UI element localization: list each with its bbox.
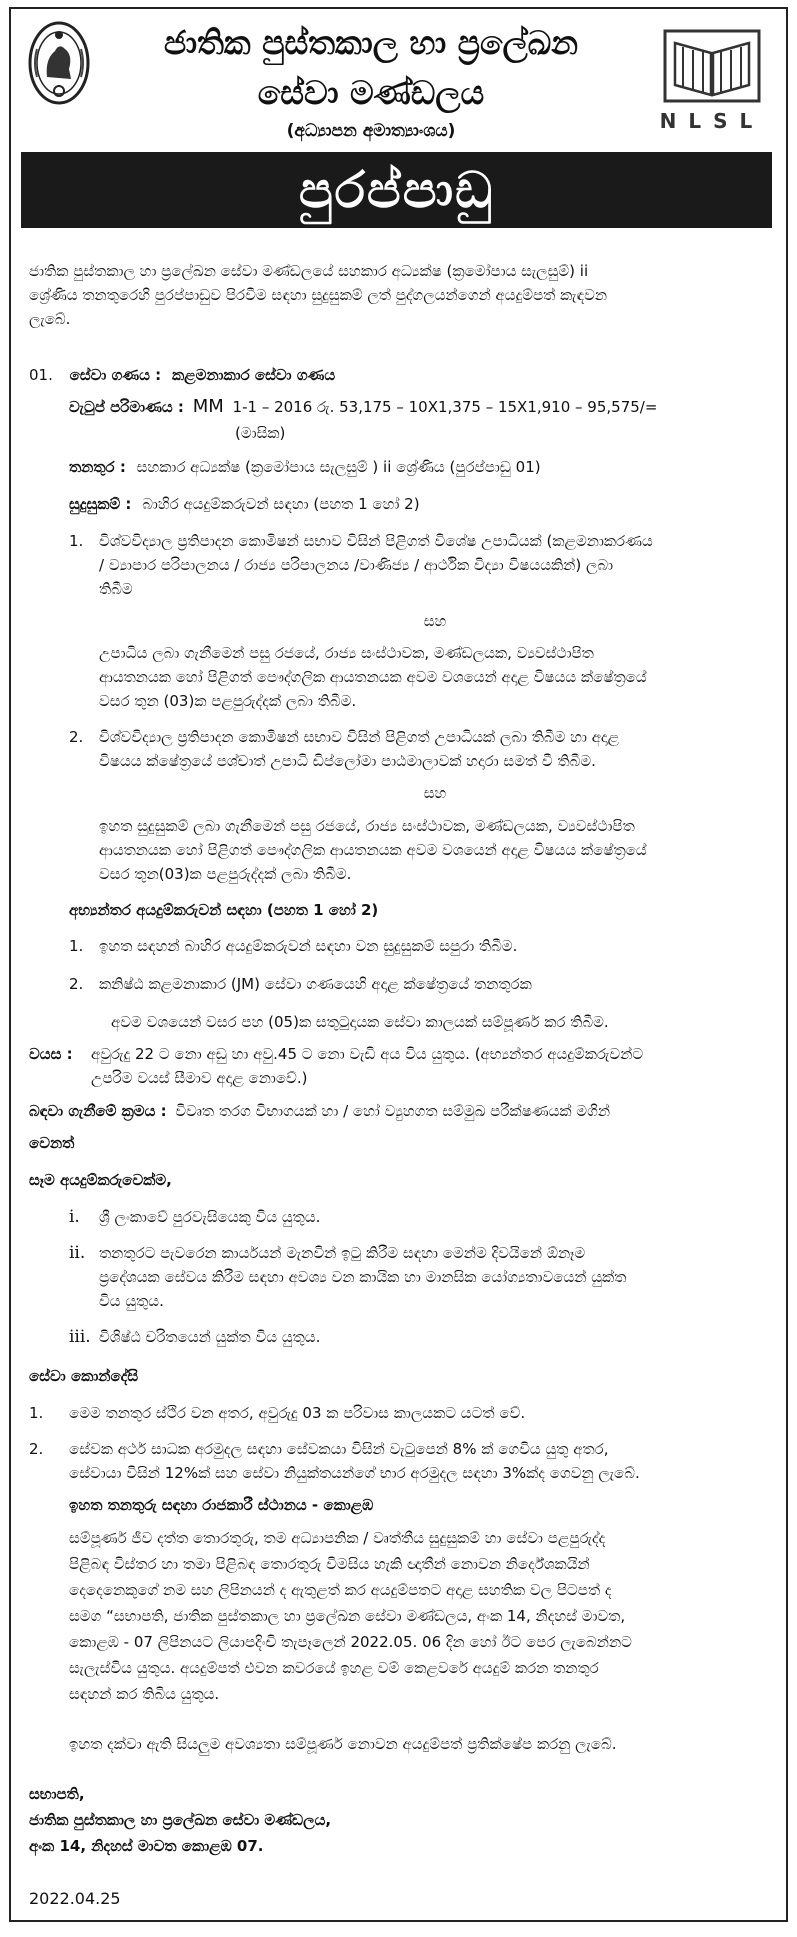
instruction-line: සම්පූර්ණ ජීව දත්ත තොරතුරු, තම අධ්‍යාපනික / වෘත්තීය සුදුසුකම් හා සේවා පළපුරුද්ද	[69, 1529, 606, 1547]
condition-item: මෙම තනතුර ස්ථිර වන අතර, අවුරුදු 03 ක පරිවාස කාලයකට යටත් වේ.	[69, 1404, 526, 1422]
duty-station-heading: ඉහත තනතුරු සඳහා රාජකාරී ස්ථානය - කොළඹ	[69, 1496, 374, 1514]
list-item-line: අවම වශයෙන් වසර පහ (05)ක සතුටුදායක සේවා කාලයක් සම්පූර්ණ කර තිබීම.	[111, 1013, 609, 1031]
instruction-line: සැලැස්විය යුතුය. අයදුම්පත් එවන කවරයේ ඉහළ වම් කෙළවරේ අයදුම් කරන තනතුර	[69, 1659, 599, 1677]
list-item	[99, 725, 771, 773]
list-number: 2.	[69, 728, 84, 746]
post-label: තනතුර :	[69, 458, 126, 476]
application-instructions	[69, 1525, 769, 1707]
list-item-line: / ව්‍යාපාර පරිපාලනය / රාජ්‍ය පරිපාලනය /වාණිජ්‍ය / ආර්ථික විද්‍යා විෂයයකින්) ලබා	[99, 556, 614, 574]
intro-line: ලැබේ.	[29, 310, 71, 328]
service-group-row	[29, 363, 769, 387]
age-label: වයස :	[29, 1045, 73, 1063]
signature-block	[29, 1781, 729, 1859]
roman-item-line: ප්‍රදේශයක සේවය කිරීම සඳහා අවශ්‍ය වන කායික හා මානසික යෝග්‍යතාවයෙන් යුක්ත	[99, 1268, 627, 1286]
roman-number: i.	[69, 1207, 80, 1227]
list-item-line: වසර තුන (03)ක පළපුරුද්දක් ලබා තිබීම.	[99, 692, 357, 710]
instruction-line: සඳහන් කර තිබිය යුතුය.	[69, 1685, 220, 1703]
list-item-line: විෂයය ක්ෂේත්‍රයේ පශ්චාත් උපාධි ඩිප්ලෝමා පාඨමාලාවක් හදාරා සමත් වී තිබීම.	[99, 752, 596, 770]
section-number: 01.	[29, 366, 53, 384]
org-subtitle: (අධ්‍යාපන අමාත්‍යාංශය)	[286, 121, 456, 141]
list-item-line: විශ්වවිද්‍යාල ප්‍රතිපාදන කොමිෂන් සභාව විසින් පිළිගත් උපාධියක් ලබා තිබීම හා අදාළ	[99, 728, 620, 746]
notice-date: 2022.04.25	[29, 1889, 121, 1908]
list-number: 1.	[29, 1404, 44, 1422]
list-item-line: කනිෂ්ඨ කළමනාකාර (JM) සේවා ගණයෙහි අදාළ ක්ෂේත්‍රයේ තනතුරක	[99, 975, 532, 993]
instruction-line: පිළිබඳ විස්තර හා තමා පිළිබඳ තොරතුරු විමසිය හැකි ඥාතීන් නොවන නිර්දේශකයින්	[69, 1555, 590, 1573]
post-value: සහකාර අධ්‍යක්ෂ (ක්‍රමෝපාය සැලසුම් ) ii ශ්‍රේණිය (පුරප්පාඩු 01)	[136, 458, 541, 476]
nlsl-logo	[653, 25, 771, 133]
list-item	[99, 814, 771, 886]
salary-value: 1-1 – 2016 රු. 53,175 – 10X1,375 – 15X1,910 – 95,575/=	[232, 398, 658, 416]
list-item: ඉහත සඳහන් බාහිර අයදුම්කරුවන් සඳහා වන සුදුසුකම් සපුරා තිබීම.	[99, 937, 518, 955]
recruitment-row	[29, 1099, 771, 1123]
internal-heading: අභ්‍යන්තර අයදුම්කරුවන් සඳහා (පහත 1 හෝ 2)	[69, 901, 379, 919]
roman-item	[99, 1241, 771, 1313]
list-item	[99, 529, 771, 601]
and-separator: සහ	[423, 784, 447, 802]
roman-item: විශිෂ්ඨ චරිතයෙන් යුක්ත විය යුතුය.	[99, 1328, 321, 1346]
roman-item-line: විය යුතුය.	[99, 1292, 164, 1310]
service-group-value: කළමනාකාර සේවා ගණය	[171, 366, 336, 384]
condition-line: සේවායා විසින් 12%ක් සහ සේවා නියුක්තයන්ගේ භාර අරමුදල සඳහා 3%ක්ද ගෙවනු ලැබේ.	[69, 1464, 640, 1482]
instruction-line: සමග “සභාපති, ජාතික පුස්තකාල හා ප්‍රලේඛන සේවා මණ්ඩලය, අංක 14, නිදහස් මාවත,	[69, 1607, 626, 1625]
logo-text: NLSL	[659, 109, 765, 133]
conditions-heading: සේවා කොන්දේසි	[29, 1367, 139, 1385]
instruction-line: කොළඹ - 07 ලිපිනයට ලියාපදිංචි තැපෑලෙන් 2022.05. 06 දින හෝ ඊට පෙර ලැබෙන්නට	[69, 1633, 632, 1651]
list-item-line: වසර තුන(03)ක පළපුරුද්දක් ලබා තිබීම.	[99, 865, 352, 883]
recruitment-value: විවෘත තරග විභාගයක් හා / හෝ ව්‍යුහගත සම්මුඛ පරීක්ෂණයක් මගින්	[175, 1102, 610, 1120]
salary-note: (මාසික)	[235, 424, 286, 442]
salary-row	[69, 395, 769, 419]
service-group-label: සේවා ගණය :	[69, 366, 162, 384]
age-line: උපරිම වයස් සීමාව අදාළ නොවේ.)	[91, 1069, 308, 1087]
every-applicant-heading: සෑම අයදුම්කරුවෙක්ම,	[29, 1171, 172, 1189]
qualifications-value: බාහිර අයදුම්කරුවන් සඳහා (පහත 1 හෝ 2)	[142, 495, 420, 513]
age-line: අවුරුදු 22 ට නො අඩු හා අවු.45 ට නො වැඩි අය විය යුතුය. (අභ්‍යන්තර අයදුම්කරුවන්ට	[91, 1045, 644, 1063]
signature-line: ජාතික පුස්තකාල හා ප්‍රලේඛන සේවා මණ්ඩලය,	[29, 1811, 332, 1829]
recruitment-label: බඳවා ගැනීමේ ක්‍රමය :	[29, 1102, 167, 1120]
intro-line: ශ්‍රේණිය තනතුරෙහි පුරප්පාඩුව පිරවීම සඳහා සුදුසුකම් ලත් පුද්ගලයන්ගෙන් අයදුම්පත් කැඳවන	[29, 286, 608, 304]
list-item-line: ඉහත සුදුසුකම් ලබා ගැනීමෙන් පසු රජයේ, රාජ්‍ය සංස්ථාවක, මණ්ඩලයක, ව්‍යවස්ථාපිත	[99, 817, 635, 835]
org-title-line2: සේවා මණ්ඩලය	[257, 73, 485, 112]
org-title-line1: ජාතික පුස්තකාල හා ප්‍රලේඛන	[163, 23, 579, 62]
roman-item: ශ්‍රී ලංකාවේ පුරවැසියෙකු විය යුතුය.	[99, 1208, 321, 1226]
age-text	[91, 1042, 771, 1090]
list-number: 1.	[69, 937, 84, 955]
other-heading: වෙනත්	[29, 1134, 75, 1152]
list-number: 2.	[29, 1440, 44, 1458]
government-emblem	[27, 19, 91, 107]
list-item-line: විශ්වවිද්‍යාල ප්‍රතිපාදන කොමිෂන් සභාව විසින් පිළිගත් විශේෂ උපාධියක් (කළමනාකරණය	[99, 532, 653, 550]
roman-number: ii.	[69, 1243, 86, 1263]
vacancy-notice	[9, 7, 788, 1922]
signature-line: අංක 14, නිදහස් මාවත කොළඹ 07.	[29, 1837, 264, 1855]
book-icon	[653, 25, 771, 105]
list-item-line: ආයතනයක හෝ පිළිගත් පෞද්ගලික ආයතනයක අවම වශයෙන් අදාළ විෂයය ක්ෂේත්‍රයේ	[99, 841, 647, 859]
intro-paragraph	[29, 259, 769, 331]
roman-item-line: තනතුරට පැවරෙන කාර්යයන් මැනවින් ඉටු කිරීම සඳහා මෙන්ම දිවයිනේ ඕනෑම	[99, 1244, 586, 1262]
condition-item	[69, 1437, 769, 1485]
list-item-line: තිබීම	[99, 580, 133, 598]
instruction-line: දෙදෙනෙකුගේ නම සහ ලිපිනයන් ද ඇතුළත් කර අයදුම්පතට අදාළ සහතික වල පිටපත් ද	[69, 1581, 612, 1599]
roman-number: iii.	[69, 1327, 91, 1347]
rejection-notice: ඉහත දක්වා ඇති සියලුම අවශ්‍යතා සම්පූර්ණ නොවන අයදුම්පත් ප්‍රතික්ෂේප කරනු ලැබේ.	[69, 1735, 617, 1753]
list-item-line: ආයතනයක හෝ පිළිගත් පෞද්ගලික ආයතනයක අවම වශයෙන් අදාළ විෂයය ක්ෂේත්‍රයේ	[99, 668, 647, 686]
qualifications-label: සුදුසුකම් :	[69, 495, 132, 513]
list-item-line: උපාධිය ලබා ගැනීමෙන් පසු රජයේ, රාජ්‍ය සංස්ථාවක, මණ්ඩලයක, ව්‍යවස්ථාපිත	[99, 644, 594, 662]
vacancies-banner: පුරප්පාඩු	[21, 152, 772, 228]
intro-line: ජාතික පුස්තකාල හා ප්‍රලේඛන සේවා මණ්ඩලයේ සහකාර අධ්‍යක්ෂ (ක්‍රමෝපාය සැලසුම්) ii	[29, 262, 589, 280]
signature-line: සභාපති,	[29, 1785, 85, 1803]
and-separator: සහ	[423, 612, 447, 630]
salary-code: MM	[192, 396, 224, 417]
list-number: 1.	[69, 532, 84, 550]
post-row	[69, 455, 769, 479]
salary-label: වැටුප් පරිමාණය :	[69, 398, 184, 416]
condition-line: සේවක අර්ථ සාධක අරමුදල සඳහා සේවකයා විසින් වැටුපෙන් 8% ක් ගෙවිය යුතු අතර,	[69, 1440, 609, 1458]
qualifications-row	[69, 492, 769, 516]
list-number: 2.	[69, 975, 84, 993]
list-item	[99, 641, 771, 713]
